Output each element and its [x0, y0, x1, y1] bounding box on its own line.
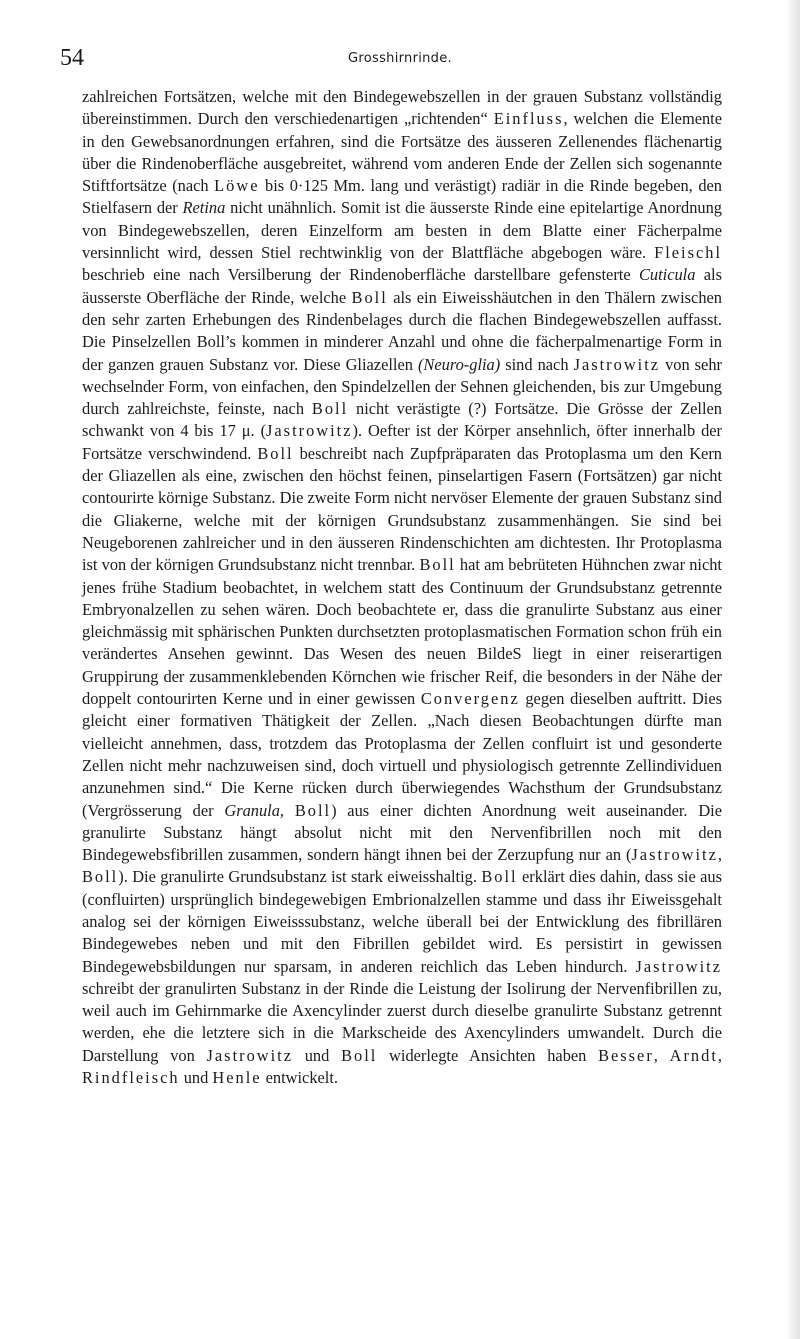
- text-run: nicht verästigte (?) Fortsätze. Die Grösse der Zellen schwankt von 4 bis 17 μ. (: [82, 399, 722, 441]
- author-name: Boll: [351, 287, 388, 307]
- text-run: bis 0·125 Mm. lang und verästigt) radiär in die Rinde begeben, den Stielfasern der: [82, 176, 722, 218]
- text-run: , welchen die Elemente in den Gewebsanordnungen erfahren, sind die Fortsätze des äusseren Zellenendes flächenartig über die Rindenoberfläche ausgebreitet, während vom anderen Ende der Zellen sich sogenannte Stiftfortsätze (nach: [82, 109, 722, 196]
- text-run: sind nach: [505, 354, 569, 374]
- author-name: Boll: [311, 399, 349, 419]
- author-name: Henle: [212, 1068, 262, 1088]
- body-text: [82, 86, 722, 1089]
- author-name: Boll: [82, 867, 119, 887]
- author-name: Fleischl: [654, 243, 722, 263]
- author-name: Löwe: [214, 176, 260, 196]
- page-edge-shadow: [786, 0, 800, 1339]
- text-run: nicht unähnlich. Somit ist die äusserste Rinde eine epitelartige Anordnung von Bindegewebszellen, deren Einzelform am besten in dem Blatte einer Fächerpalme versinnlicht wird, dessen Stiel rechtwinklig von der Blattfläche abgebogen wäre.: [82, 198, 722, 263]
- author-name: Boll: [341, 1045, 378, 1065]
- text-run: als äusserste Oberfläche der Rinde, welche: [82, 265, 722, 307]
- author-name: Boll: [481, 867, 518, 887]
- text-run: ,: [717, 845, 722, 865]
- emphasis: Einfluss: [493, 109, 564, 129]
- author-name: Jastrowitz: [631, 845, 718, 865]
- author-name: Besser: [598, 1045, 654, 1065]
- text-run: beschreibt nach Zupfpräparaten das Protoplasma um den Kern der Gliazellen als eine, zwischen den höchst feinen, pinselartigen Fasern (Fortsätzen) gar nicht contourirte körnige Substanz. Die zweite Form nicht nervöser Elemente der grauen Substanz sind die Gliakerne, welche mit der körnigen Grundsubstanz zusammenhängen. Sie sind bei Neugeborenen zahlreicher und in den äusseren Rindenschichten am dichtesten. Ihr Protoplasma ist von der körnigen Grundsubstanz nicht trennbar.: [82, 443, 722, 575]
- author-name: Arndt: [669, 1045, 718, 1065]
- text-run: ). Oefter ist der Körper ansehnlich, öfter innerhalb der Fortsätze verschwindend.: [82, 421, 723, 463]
- text-run: ). Die granulirte Grundsubstanz ist stark eiweisshaltig.: [118, 867, 477, 887]
- italic-term: (Neuro-glia): [417, 354, 501, 374]
- text-run: gegen dieselben auftritt. Dies gleicht einer formativen Thätigkeit der Zellen. „Nach diesen Beobachtungen dürfte man vielleicht annehmen, dass, trotzdem das Protoplasma der Zellen confluirt ist und gesonderte Zellen nicht mehr nachzuweisen sind, doch virtuell und physiologisch getrennte Zellindividuen anzunehmen sind.“ Die Kerne rücken durch überwiegendes Wachsthum der Grundsubstanz (Vergrösserung der: [82, 689, 722, 820]
- text-run: als ein Eiweisshäutchen in den Thälern zwischen den sehr zarten Erhebungen des Rindenbelages durch die flachen Bindegewebszellen auffasst. Die Pinselzellen Boll’s kommen in minderer Anzahl und ohne die fächerpalmenartige Form in der ganzen grauen Substanz vor. Diese Gliazellen: [82, 287, 722, 374]
- text-run: von sehr wechselnder Form, von einfachen, den Spindelzellen der Sehnen gleichenden, bis zur Umgebung durch zahlreichste, feinste, nach: [82, 354, 722, 419]
- author-name: Boll: [257, 443, 294, 463]
- text-run: widerlegte Ansichten haben: [389, 1045, 587, 1065]
- italic-term: Retina: [182, 198, 226, 218]
- author-name: Boll: [294, 800, 332, 820]
- text-run: zahlreichen Fortsätzen, welche mit den Bindegewebszellen in der grauen Substanz vollständig übereinstimmen. Durch den verschiedenartigen „richtenden“: [82, 87, 722, 129]
- text-run: beschrieb eine nach Versilberung der Rindenoberfläche darstellbare gefensterte: [82, 265, 631, 285]
- author-name: Jastrowitz: [635, 956, 722, 976]
- text-run: entwickelt.: [265, 1068, 339, 1088]
- text-run: ,: [717, 1045, 722, 1065]
- author-name: Boll: [419, 555, 456, 575]
- page-header: [60, 44, 740, 76]
- page-number: 54: [60, 45, 84, 71]
- author-name: Jastrowitz: [573, 354, 661, 374]
- running-head: Grosshirnrinde.: [348, 51, 452, 66]
- text-run: erklärt dies dahin, dass sie aus (confluirten) ursprünglich bindegewebigen Embrionalzellen stamme und dass ihr Eiweissgehalt analog sei der körnigen Eiweisssubstanz, welche überall bei der Entwicklung des fibrillären Bindegewebes neben und mit den Fibrillen gebildet wird. Es persistirt in gewissen Bindegewebsbildungen nur sparsam, in anderen reichlich das Leben hindurch.: [82, 867, 722, 976]
- text-run: und: [304, 1045, 330, 1065]
- author-name: Jastrowitz: [266, 421, 353, 441]
- author-name: Jastrowitz: [206, 1045, 293, 1065]
- italic-term: Granula,: [224, 800, 285, 820]
- paragraph: [82, 86, 722, 1089]
- text-run: hat am bebrüteten Hühnchen zwar nicht jenes frühe Stadium beobachtet, in welchem statt des Continuum der Grundsubstanz getrennte Embryonalzellen zu sehen wären. Doch beobachtete er, dass die granulirte Substanz aus einer gleichmässig mit sphärischen Punkten durchsetzten protoplasmatischen Formation schon früh ein verändertes Ansehen gewinnt. Das Wesen des neuen BildeS liegt in einer reiserartigen Gruppirung der zusammenklebenden Körnchen wie frischer Reif, die besonders in der Nähe der doppelt contourirten Kerne und in einer gewissen: [82, 555, 722, 709]
- emphasis: Convergenz: [420, 689, 520, 709]
- italic-term: Cuticula: [638, 265, 696, 285]
- text-run: ,: [653, 1045, 658, 1065]
- text-run: ) aus einer dichten Anordnung weit auseinander. Die granulirte Substanz hängt absolut nicht mit den Nervenfibrillen noch mit den Bindegewebsfibrillen zusammen, sondern hängt ihnen bei der Zerzupfung nur an (: [82, 800, 722, 865]
- text-run: und: [183, 1068, 209, 1088]
- author-name: Rindfleisch: [82, 1068, 180, 1088]
- text-run: schreibt der granulirten Substanz in der Rinde die Leistung der Isolirung der Nervenfibrillen zu, weil auch im Gehirnmarke die Axencylinder zuerst durch dieselbe granulirte Substanz getrennt werden, ehe die letztere sich in die Markscheide des Axencylinders umwandelt. Durch die Darstellung von: [82, 978, 722, 1065]
